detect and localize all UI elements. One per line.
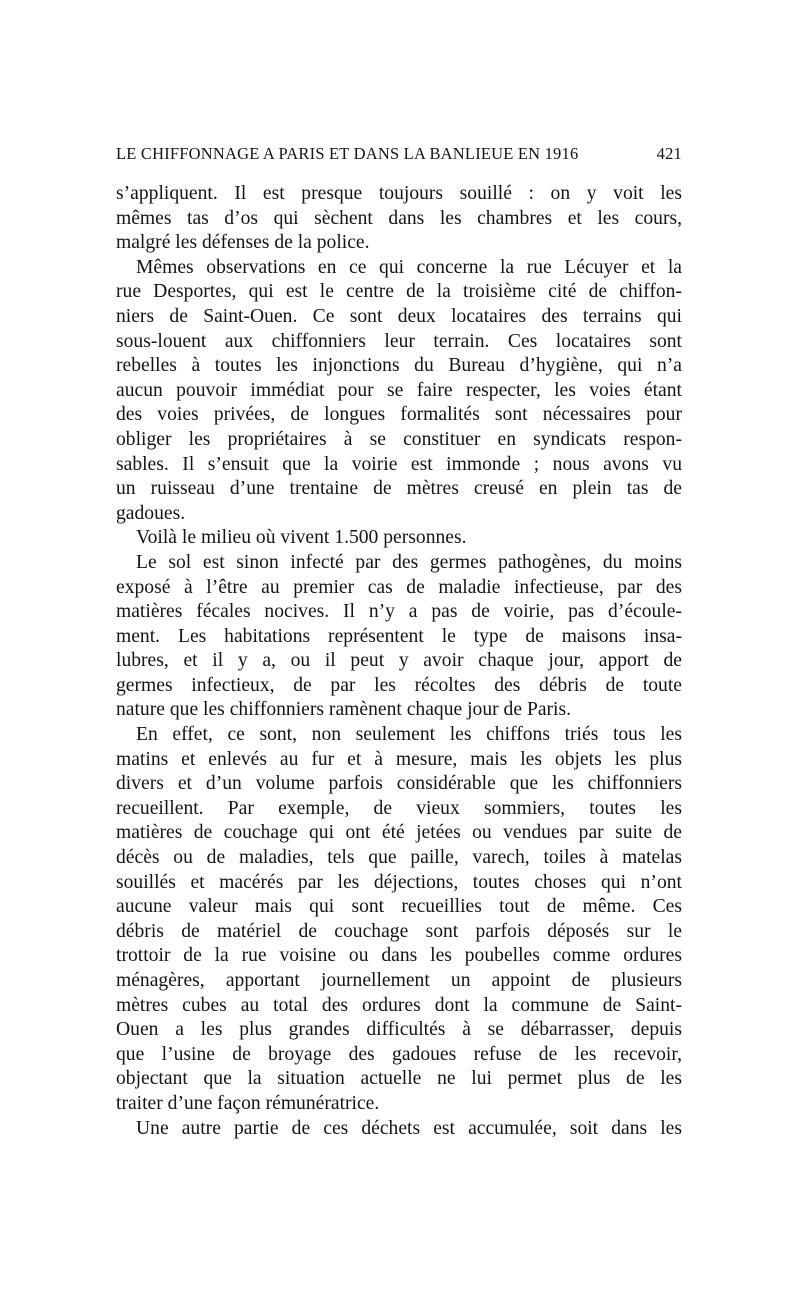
- text-line: recueillent. Par exemple, de vieux sommiers, toutes les: [116, 797, 682, 819]
- text-line: trottoir de la rue voisine ou dans les poubelles comme ordures: [116, 945, 682, 967]
- text-line: Le sol est sinon infecté par des germes pathogènes, du moins: [136, 551, 682, 573]
- text-line: souillés et macérés par les déjections, toutes choses qui n’ont: [116, 871, 682, 893]
- running-head: [116, 144, 682, 170]
- text-line: lubres, et il y a, ou il peut y avoir chaque jour, apport de: [116, 650, 682, 672]
- text-line: Voilà le milieu où vivent 1.500 personnes.: [136, 527, 467, 549]
- text-line: rebelles à toutes les injonctions du Bureau d’hygiène, qui n’a: [116, 355, 682, 377]
- text-line: Une autre partie de ces déchets est accumulée, soit dans les: [136, 1117, 682, 1139]
- text-line: aucun pouvoir immédiat pour se faire respecter, les voies étant: [116, 379, 682, 401]
- text-line: mètres cubes au total des ordures dont la commune de Saint-: [116, 994, 682, 1016]
- text-line: divers et d’un volume parfois considérable que les chiffonniers: [116, 773, 682, 795]
- text-line: mêmes tas d’os qui sèchent dans les chambres et les cours,: [116, 207, 682, 229]
- text-line: un ruisseau d’une trentaine de mètres creusé en plein tas de: [116, 478, 682, 500]
- text-line: Mêmes observations en ce qui concerne la rue Lécuyer et la: [136, 256, 682, 278]
- text-line: aucune valeur mais qui sont recueillies tout de même. Ces: [116, 896, 682, 918]
- text-line: traiter d’une façon rémunératrice.: [116, 1092, 380, 1114]
- text-line: objectant que la situation actuelle ne lui permet plus de les: [116, 1068, 682, 1090]
- text-line: niers de Saint-Ouen. Ce sont deux locataires des terrains qui: [116, 305, 682, 327]
- text-line: malgré les défenses de la police.: [116, 232, 370, 254]
- text-line: sables. Il s’ensuit que la voirie est immonde ; nous avons vu: [116, 453, 682, 475]
- text-line: obliger les propriétaires à se constituer en syndicats respon-: [116, 428, 682, 450]
- text-line: En effet, ce sont, non seulement les chiffons triés tous les: [136, 724, 682, 746]
- text-line: Ouen a les plus grandes difficultés à se débarrasser, depuis: [116, 1019, 682, 1041]
- text-line: des voies privées, de longues formalités sont nécessaires pour: [116, 404, 682, 426]
- body-text: [116, 182, 682, 1141]
- text-line: germes infectieux, de par les récoltes des débris de toute: [116, 674, 682, 696]
- text-line: exposé à l’être au premier cas de maladie infectieuse, par des: [116, 576, 682, 598]
- text-line: matières fécales nocives. Il n’y a pas de voirie, pas d’écoule-: [116, 601, 682, 623]
- text-line: gadoues.: [116, 502, 186, 524]
- text-line: décès ou de maladies, tels que paille, varech, toiles à matelas: [116, 847, 682, 869]
- text-line: matins et enlevés au fur et à mesure, mais les objets les plus: [116, 748, 682, 770]
- text-line: ment. Les habitations représentent le type de maisons insa-: [116, 625, 682, 647]
- text-line: que l’usine de broyage des gadoues refuse de les recevoir,: [116, 1043, 682, 1065]
- text-line: nature que les chiffonniers ramènent chaque jour de Paris.: [116, 699, 572, 721]
- text-line: matières de couchage qui ont été jetées ou vendues par suite de: [116, 822, 682, 844]
- page-number: 421: [656, 144, 682, 163]
- text-line: débris de matériel de couchage sont parfois déposés sur le: [116, 920, 682, 942]
- text-line: ménagères, apportant journellement un appoint de plusieurs: [116, 970, 682, 991]
- text-line: s’appliquent. Il est presque toujours souillé : on y voit les: [116, 183, 682, 204]
- text-line: sous-louent aux chiffonniers leur terrain. Ces locataires sont: [116, 330, 682, 352]
- running-title: LE CHIFFONNAGE A PARIS ET DANS LA BANLIEUE EN 1916: [116, 144, 579, 163]
- text-line: rue Desportes, qui est le centre de la troisième cité de chiffon-: [116, 281, 682, 303]
